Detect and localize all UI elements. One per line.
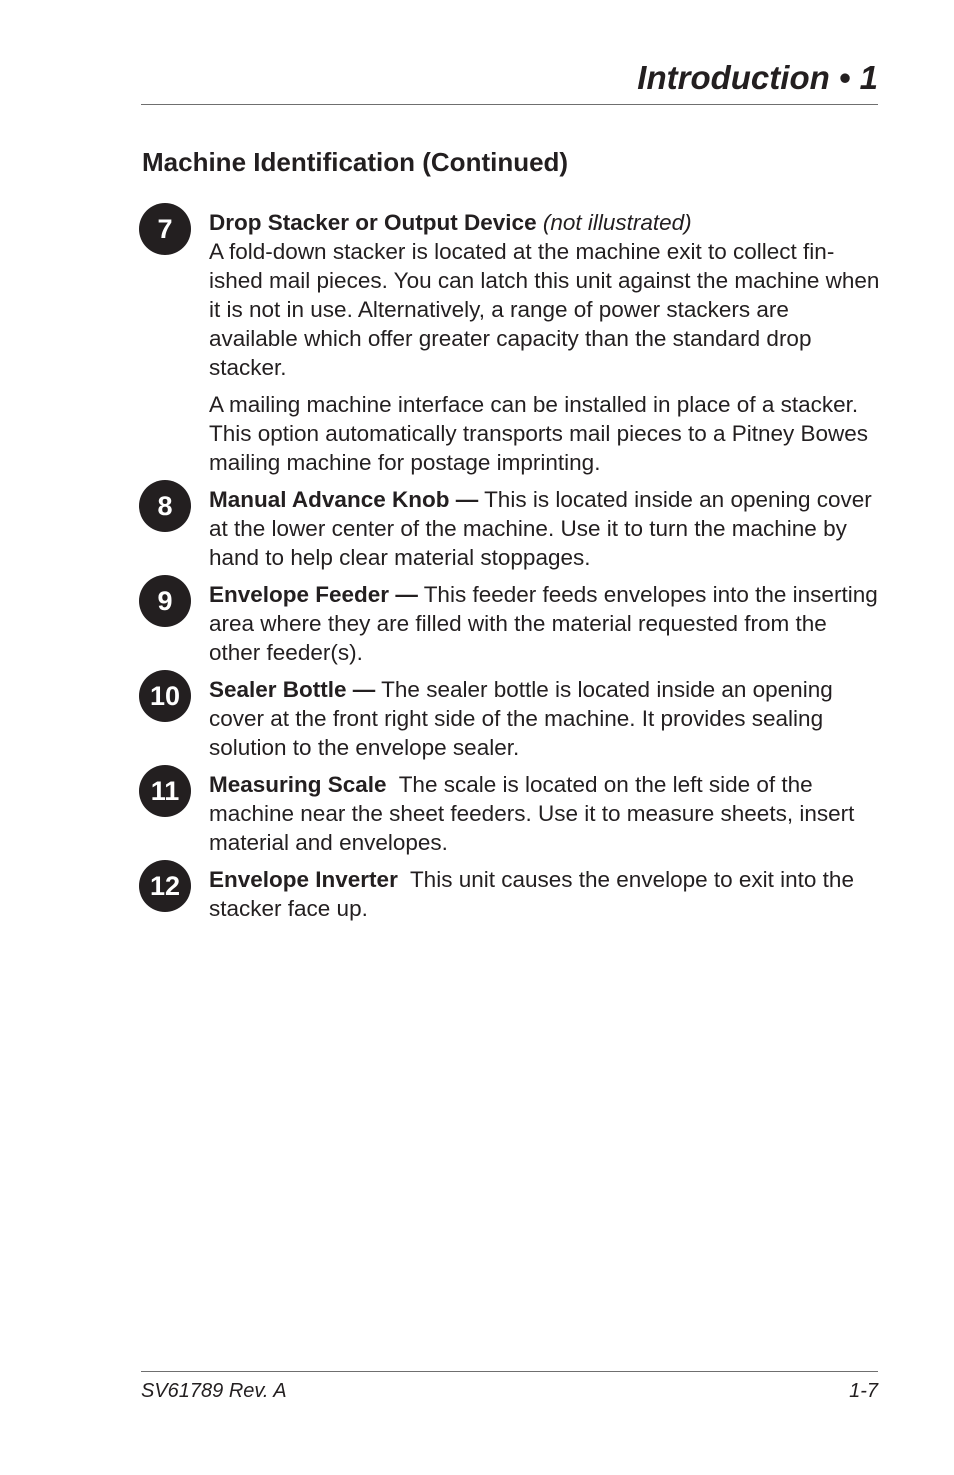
item-term: Measuring Scale: [209, 772, 387, 797]
list-item-11: [139, 770, 881, 857]
item-description: [209, 208, 881, 382]
list-item-8: [139, 485, 881, 572]
item-description: [209, 770, 881, 857]
item-text: This feeder feeds envelopes into the inserting area where they are filled with the material requested from the other feeder(s).: [209, 582, 878, 665]
number-badge: 11: [139, 765, 191, 817]
chapter-title: Introduction • 1: [637, 59, 878, 96]
number-badge: 9: [139, 575, 191, 627]
list-item-10: [139, 675, 881, 762]
item-description: [209, 580, 881, 667]
item-term: Manual Advance Knob —: [209, 487, 479, 512]
item-text: The scale is located on the left side of the machine near the sheet feeders. Use it to measure sheets, insert material and envelopes.: [209, 772, 855, 855]
item-text: This unit causes the envelope to exit into the stacker face up.: [209, 867, 854, 921]
header-rule: [141, 104, 878, 105]
list-item-9: [139, 580, 881, 667]
item-text: This is located inside an opening cover at the lower center of the machine. Use it to turn the machine by hand to help clear material stoppages.: [209, 487, 872, 570]
number-badge: 12: [139, 860, 191, 912]
item-text: A fold-down stacker is located at the machine exit to collect fin-ished mail pieces. You can latch this unit against the machine when it is not in use. Alternatively, a range of power stackers are available which offer greater capacity than the standard drop stacker.: [209, 239, 880, 380]
item-text: The sealer bottle is located inside an opening cover at the front right side of the machine. It provides sealing solution to the envelope sealer.: [209, 677, 833, 760]
number-badge: 8: [139, 480, 191, 532]
item-term: Envelope Inverter: [209, 867, 398, 892]
item-term: Sealer Bottle —: [209, 677, 376, 702]
page-number: 1-7: [849, 1380, 878, 1402]
document-id: SV61789 Rev. A: [141, 1380, 287, 1402]
item-description: [209, 485, 881, 572]
section-title: Machine Identification (Continued): [142, 147, 569, 177]
item-description: [209, 865, 881, 923]
item-description: [209, 675, 881, 762]
item-term: Envelope Feeder —: [209, 582, 418, 607]
list-item-12: [139, 865, 881, 923]
item-extra-paragraph: A mailing machine interface can be installed in place of a stacker. This option automatically transports mail pieces to a Pitney Bowes mailing machine for postage imprinting.: [209, 392, 869, 475]
number-badge: 10: [139, 670, 191, 722]
item-note: (not illustrated): [542, 210, 692, 235]
item-list: [139, 208, 881, 931]
number-badge: 7: [139, 203, 191, 255]
list-item-7: [139, 208, 881, 477]
footer-rule: [141, 1371, 878, 1372]
item-term: Drop Stacker or Output Device: [209, 210, 537, 235]
